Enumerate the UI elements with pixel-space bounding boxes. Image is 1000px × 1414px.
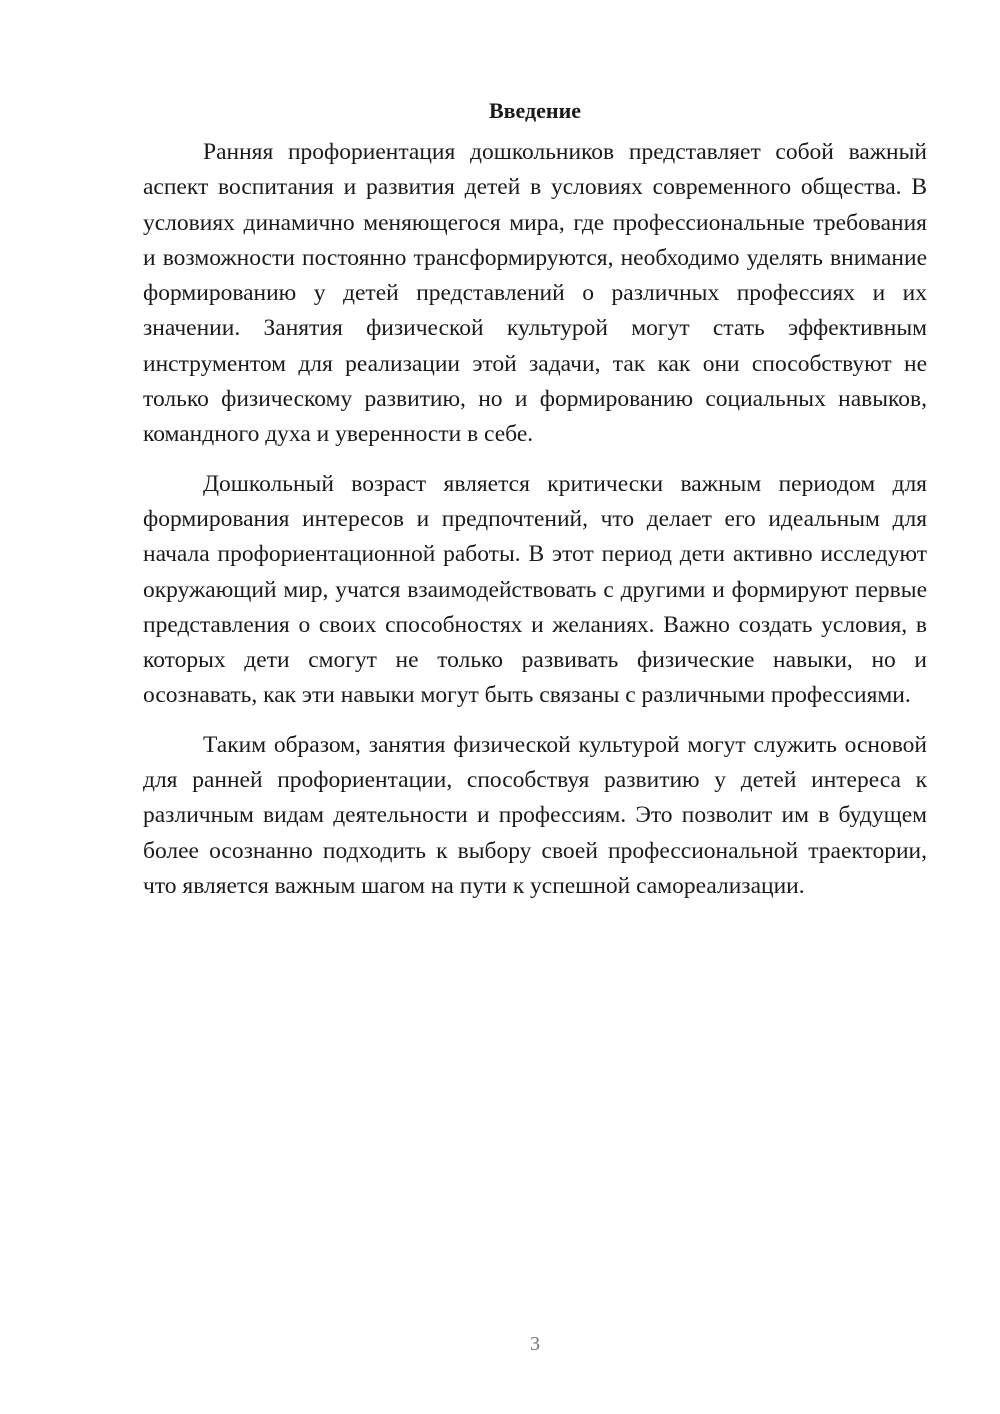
page-number: 3 <box>530 1333 540 1355</box>
paragraph-2: Дошкольный возраст является критически важным периодом для формирования интересов и предпочтений, что делает его идеальным для начала профориентационной работы. В этот период дети активно исследуют окружающий мир, учатся взаимодействовать с другими и формируют первые представления о своих способностях и желаниях. Важно создать условия, в которых дети смогут не только развивать физические навыки, но и осознавать, как эти навыки могут быть связаны с различными профессиями. <box>143 470 927 709</box>
paragraph-1: Ранняя профориентация дошкольников представляет собой важный аспект воспитания и развития детей в условиях современного общества. В условиях динамично меняющегося мира, где профессиональные требования и возможности постоянно трансформируются, необходимо уделять внимание формированию у детей представлений о различных профессиях и их значении. Занятия физической культурой могут стать эффективным инструментом для реализации этой задачи, так как они способствуют не только физическому развитию, но и формированию социальных навыков, командного духа и уверенности в себе. <box>143 139 927 448</box>
section-title: Введение <box>488 98 582 123</box>
page-content <box>143 95 927 904</box>
paragraph-3: Таким образом, занятия физической культурой могут служить основой для ранней профориентации, способствуя развитию у детей интереса к различным видам деятельности и профессиям. Это позволит им в будущем более осознанно подходить к выбору своей профессиональной траектории, что является важным шагом на пути к успешной самореализации. <box>143 731 927 899</box>
